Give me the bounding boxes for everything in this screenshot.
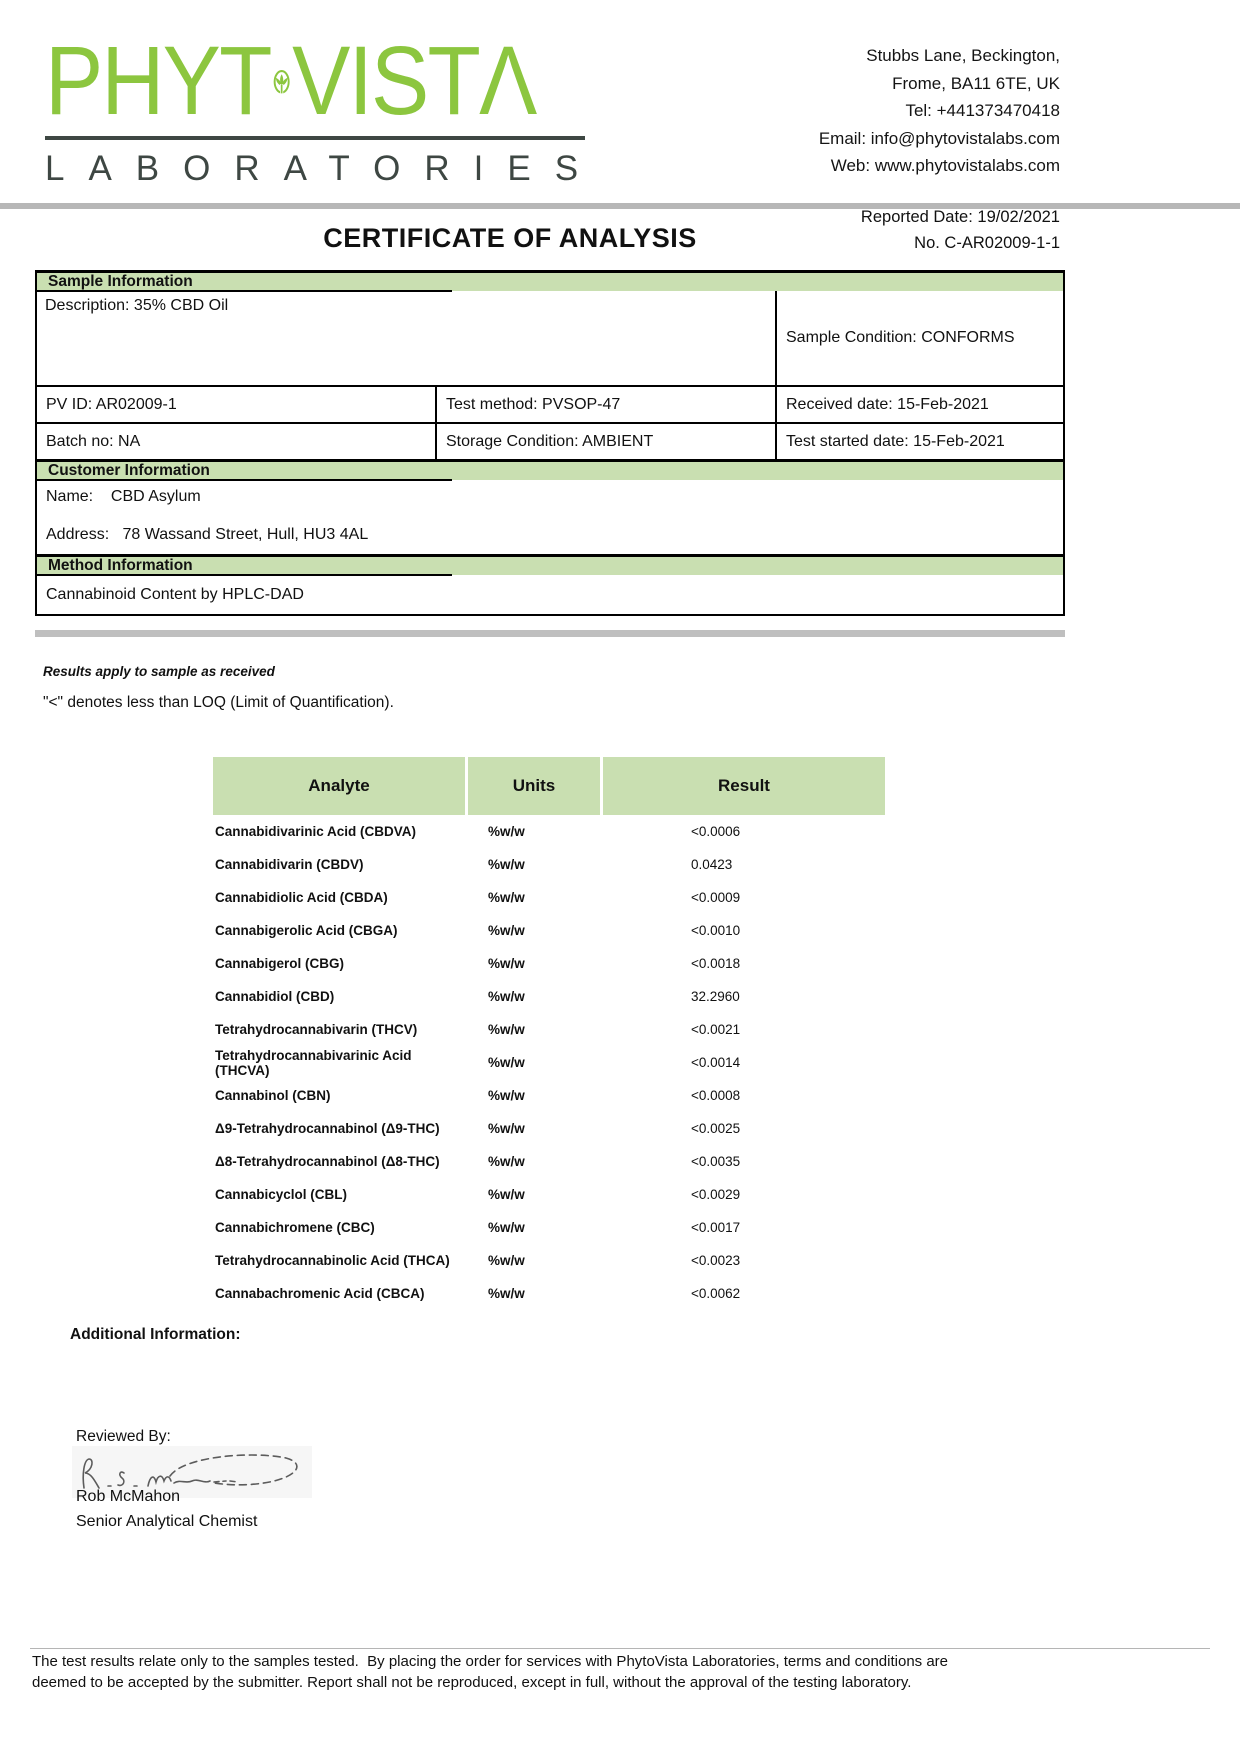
reviewed-by-label: Reviewed By: xyxy=(76,1428,171,1445)
table-row xyxy=(213,1145,885,1178)
result-cell: <0.0014 xyxy=(691,1055,741,1070)
analyte-cell: Tetrahydrocannabinolic Acid (THCA) xyxy=(215,1253,450,1268)
units-cell: %w/w xyxy=(488,824,525,839)
result-cell: <0.0021 xyxy=(691,1022,741,1037)
analyte-cell: Cannabachromenic Acid (CBCA) xyxy=(215,1286,425,1301)
contact-address-line1: Stubbs Lane, Beckington, xyxy=(866,46,1060,65)
units-cell: %w/w xyxy=(488,1121,525,1136)
pv-id: PV ID: AR02009-1 xyxy=(46,395,177,413)
results-apply-note: Results apply to sample as received xyxy=(43,664,275,679)
units-cell: %w/w xyxy=(488,989,525,1004)
analyte-cell: Tetrahydrocannabivarin (THCV) xyxy=(215,1022,418,1037)
column-header-analyte: Analyte xyxy=(213,757,465,815)
analyte-cell: Tetrahydrocannabivarinic Acid (THCVA) xyxy=(215,1047,412,1078)
reviewer-title: Senior Analytical Chemist xyxy=(76,1513,258,1530)
result-cell: <0.0008 xyxy=(691,1088,741,1103)
analyte-cell: Cannabidivarin (CBDV) xyxy=(215,857,364,872)
batch-no: Batch no: NA xyxy=(46,432,141,450)
table-row xyxy=(213,914,885,947)
logo-subtitle: LABORATORIES xyxy=(45,149,603,188)
footer-disclaimer-line1: The test results relate only to the samples tested. By placing the order for services with PhytoVista Laboratories, terms and conditions are xyxy=(32,1653,949,1670)
table-row xyxy=(213,1211,885,1244)
result-cell: <0.0009 xyxy=(691,890,741,905)
leaf-icon xyxy=(272,30,290,132)
table-row xyxy=(213,848,885,881)
result-cell: <0.0062 xyxy=(691,1286,741,1301)
table-row xyxy=(213,1013,885,1046)
analyte-cell: Cannabidiolic Acid (CBDA) xyxy=(215,890,388,905)
analyte-cell: Cannabigerolic Acid (CBGA) xyxy=(215,923,398,938)
received-date: Received date: 15-Feb-2021 xyxy=(775,387,1063,422)
results-table xyxy=(213,757,885,1310)
result-cell: <0.0018 xyxy=(691,956,741,971)
table-row xyxy=(213,1112,885,1145)
section-divider xyxy=(35,630,1065,637)
units-cell: %w/w xyxy=(488,923,525,938)
analyte-cell: Cannabidivarinic Acid (CBDVA) xyxy=(215,824,417,839)
units-cell: %w/w xyxy=(488,1253,525,1268)
info-box xyxy=(35,270,1065,616)
logo-text-right: VISTΛ xyxy=(292,26,536,135)
footer-disclaimer-line2: deemed to be accepted by the submitter. Report shall not be reproduced, except in full, without the approval of the testing laboratory. xyxy=(32,1674,912,1691)
contact-email: Email: info@phytovistalabs.com xyxy=(818,128,1060,148)
units-cell: %w/w xyxy=(488,1088,525,1103)
contact-web: Web: www.phytovistalabs.com xyxy=(830,156,1060,175)
analyte-cell: Cannabichromene (CBC) xyxy=(215,1220,375,1235)
result-cell: 32.2960 xyxy=(691,989,740,1004)
result-cell: <0.0029 xyxy=(691,1187,741,1202)
page-title: CERTIFICATE OF ANALYSIS xyxy=(323,223,697,253)
table-row xyxy=(213,881,885,914)
table-row xyxy=(213,1178,885,1211)
results-table-header xyxy=(213,757,885,815)
section-header-method-information: Method Information xyxy=(37,557,1063,575)
table-row xyxy=(213,980,885,1013)
sample-row-2 xyxy=(37,424,1063,462)
contact-address-line2: Frome, BA11 6TE, UK xyxy=(892,73,1060,93)
sample-description-row xyxy=(37,291,1063,387)
analyte-cell: Cannabidiol (CBD) xyxy=(215,989,335,1004)
sample-condition: Sample Condition: CONFORMS xyxy=(775,291,1063,385)
reviewer-name: Rob McMahon xyxy=(76,1488,181,1505)
footer-divider xyxy=(30,1648,1210,1649)
result-cell: <0.0035 xyxy=(691,1154,741,1169)
units-cell: %w/w xyxy=(488,1220,525,1235)
table-row xyxy=(213,815,885,848)
sample-row-1 xyxy=(37,387,1063,424)
report-number: No. C-AR02009-1-1 xyxy=(914,234,1060,252)
test-started-date: Test started date: 15-Feb-2021 xyxy=(775,424,1063,459)
units-cell: %w/w xyxy=(488,890,525,905)
logo-text-left: PHYT xyxy=(45,26,271,135)
table-row xyxy=(213,1079,885,1112)
table-row xyxy=(213,947,885,980)
storage-condition: Storage Condition: AMBIENT xyxy=(435,424,775,459)
table-row xyxy=(213,1244,885,1277)
column-header-units: Units xyxy=(468,757,600,815)
lab-contact-block xyxy=(460,42,1060,180)
result-cell: <0.0023 xyxy=(691,1253,741,1268)
table-row xyxy=(213,1046,885,1079)
loq-note: "<" denotes less than LOQ (Limit of Quantification). xyxy=(43,694,394,711)
method-description: Cannabinoid Content by HPLC-DAD xyxy=(46,585,304,603)
units-cell: %w/w xyxy=(488,1187,525,1202)
result-cell: <0.0025 xyxy=(691,1121,741,1136)
section-header-sample-information: Sample Information xyxy=(37,273,1063,291)
result-cell: 0.0423 xyxy=(691,857,733,872)
units-cell: %w/w xyxy=(488,956,525,971)
result-cell: <0.0010 xyxy=(691,923,741,938)
contact-tel: Tel: +441373470418 xyxy=(905,101,1060,120)
reported-date: Reported Date: 19/02/2021 xyxy=(860,208,1060,226)
units-cell: %w/w xyxy=(488,1055,525,1070)
analyte-cell: Δ9-Tetrahydrocannabinol (Δ9-THC) xyxy=(215,1121,440,1136)
column-header-result: Result xyxy=(603,757,885,815)
section-header-customer-information: Customer Information xyxy=(37,462,1063,480)
customer-box xyxy=(37,480,1063,557)
analyte-cell: Cannabigerol (CBG) xyxy=(215,956,345,971)
result-cell: <0.0006 xyxy=(691,824,741,839)
units-cell: %w/w xyxy=(488,857,525,872)
units-cell: %w/w xyxy=(488,1154,525,1169)
sample-description: Description: 35% CBD Oil xyxy=(45,297,229,314)
test-method: Test method: PVSOP-47 xyxy=(435,387,775,422)
table-row xyxy=(213,1277,885,1310)
result-cell: <0.0017 xyxy=(691,1220,741,1235)
additional-information-label: Additional Information: xyxy=(70,1326,241,1343)
analyte-cell: Cannabinol (CBN) xyxy=(215,1088,331,1103)
units-cell: %w/w xyxy=(488,1022,525,1037)
customer-address: Address: 78 Wassand Street, Hull, HU3 4AL xyxy=(46,526,369,543)
analyte-cell: Δ8-Tetrahydrocannabinol (Δ8-THC) xyxy=(215,1154,440,1169)
analyte-cell: Cannabicyclol (CBL) xyxy=(215,1187,348,1202)
results-rows xyxy=(213,815,885,1310)
customer-name: Name: CBD Asylum xyxy=(46,488,201,505)
units-cell: %w/w xyxy=(488,1286,525,1301)
